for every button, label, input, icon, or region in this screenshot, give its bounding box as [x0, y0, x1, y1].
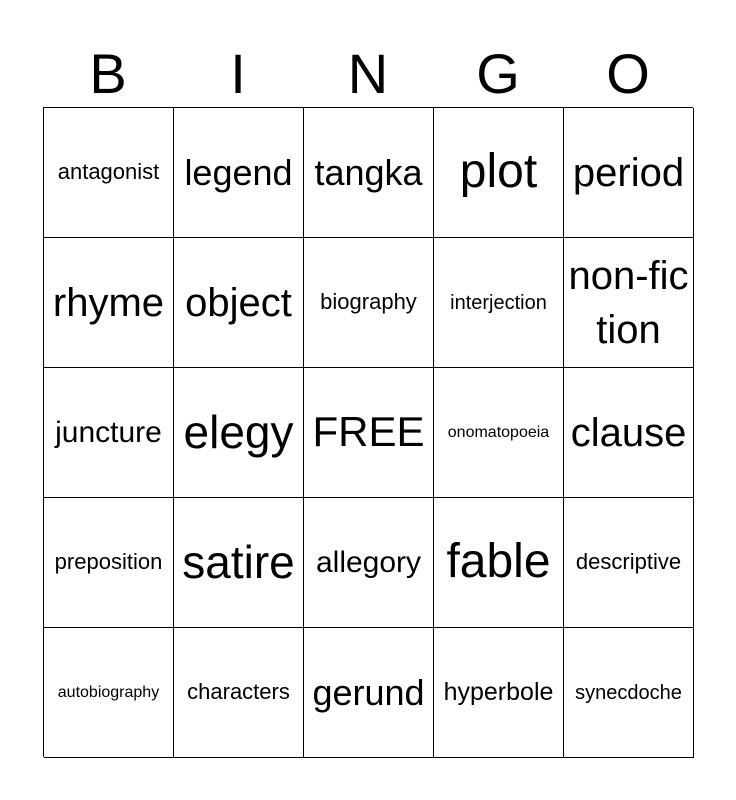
bingo-cell[interactable]: hyperbole — [434, 628, 564, 758]
bingo-cell[interactable]: juncture — [44, 368, 174, 498]
header-letter-b: B — [89, 42, 127, 105]
bingo-cell[interactable]: autobiography — [44, 628, 174, 758]
bingo-cell[interactable]: elegy — [174, 368, 304, 498]
bingo-cell[interactable]: non-fiction — [564, 238, 694, 368]
bingo-header — [43, 42, 693, 106]
bingo-cell[interactable]: antagonist — [44, 108, 174, 238]
bingo-cell[interactable]: descriptive — [564, 498, 694, 628]
bingo-cell[interactable]: onomatopoeia — [434, 368, 564, 498]
bingo-cell[interactable]: plot — [434, 108, 564, 238]
header-letter-o: O — [606, 42, 650, 105]
bingo-cell[interactable]: rhyme — [44, 238, 174, 368]
free-space-cell[interactable]: FREE — [304, 368, 434, 498]
bingo-cell[interactable]: synecdoche — [564, 628, 694, 758]
bingo-cell[interactable]: characters — [174, 628, 304, 758]
bingo-cell[interactable]: object — [174, 238, 304, 368]
bingo-cell[interactable]: legend — [174, 108, 304, 238]
bingo-cell[interactable]: clause — [564, 368, 694, 498]
header-letter-i: I — [230, 42, 246, 105]
bingo-cell[interactable]: gerund — [304, 628, 434, 758]
bingo-cell[interactable]: satire — [174, 498, 304, 628]
bingo-cell[interactable]: interjection — [434, 238, 564, 368]
bingo-cell[interactable]: preposition — [44, 498, 174, 628]
bingo-cell[interactable]: biography — [304, 238, 434, 368]
bingo-cell[interactable]: allegory — [304, 498, 434, 628]
header-letter-n: N — [347, 42, 389, 105]
bingo-cell[interactable]: fable — [434, 498, 564, 628]
bingo-board — [43, 107, 693, 757]
header-letter-g: G — [476, 42, 520, 105]
bingo-cell[interactable]: tangka — [304, 108, 434, 238]
bingo-cell[interactable]: period — [564, 108, 694, 238]
